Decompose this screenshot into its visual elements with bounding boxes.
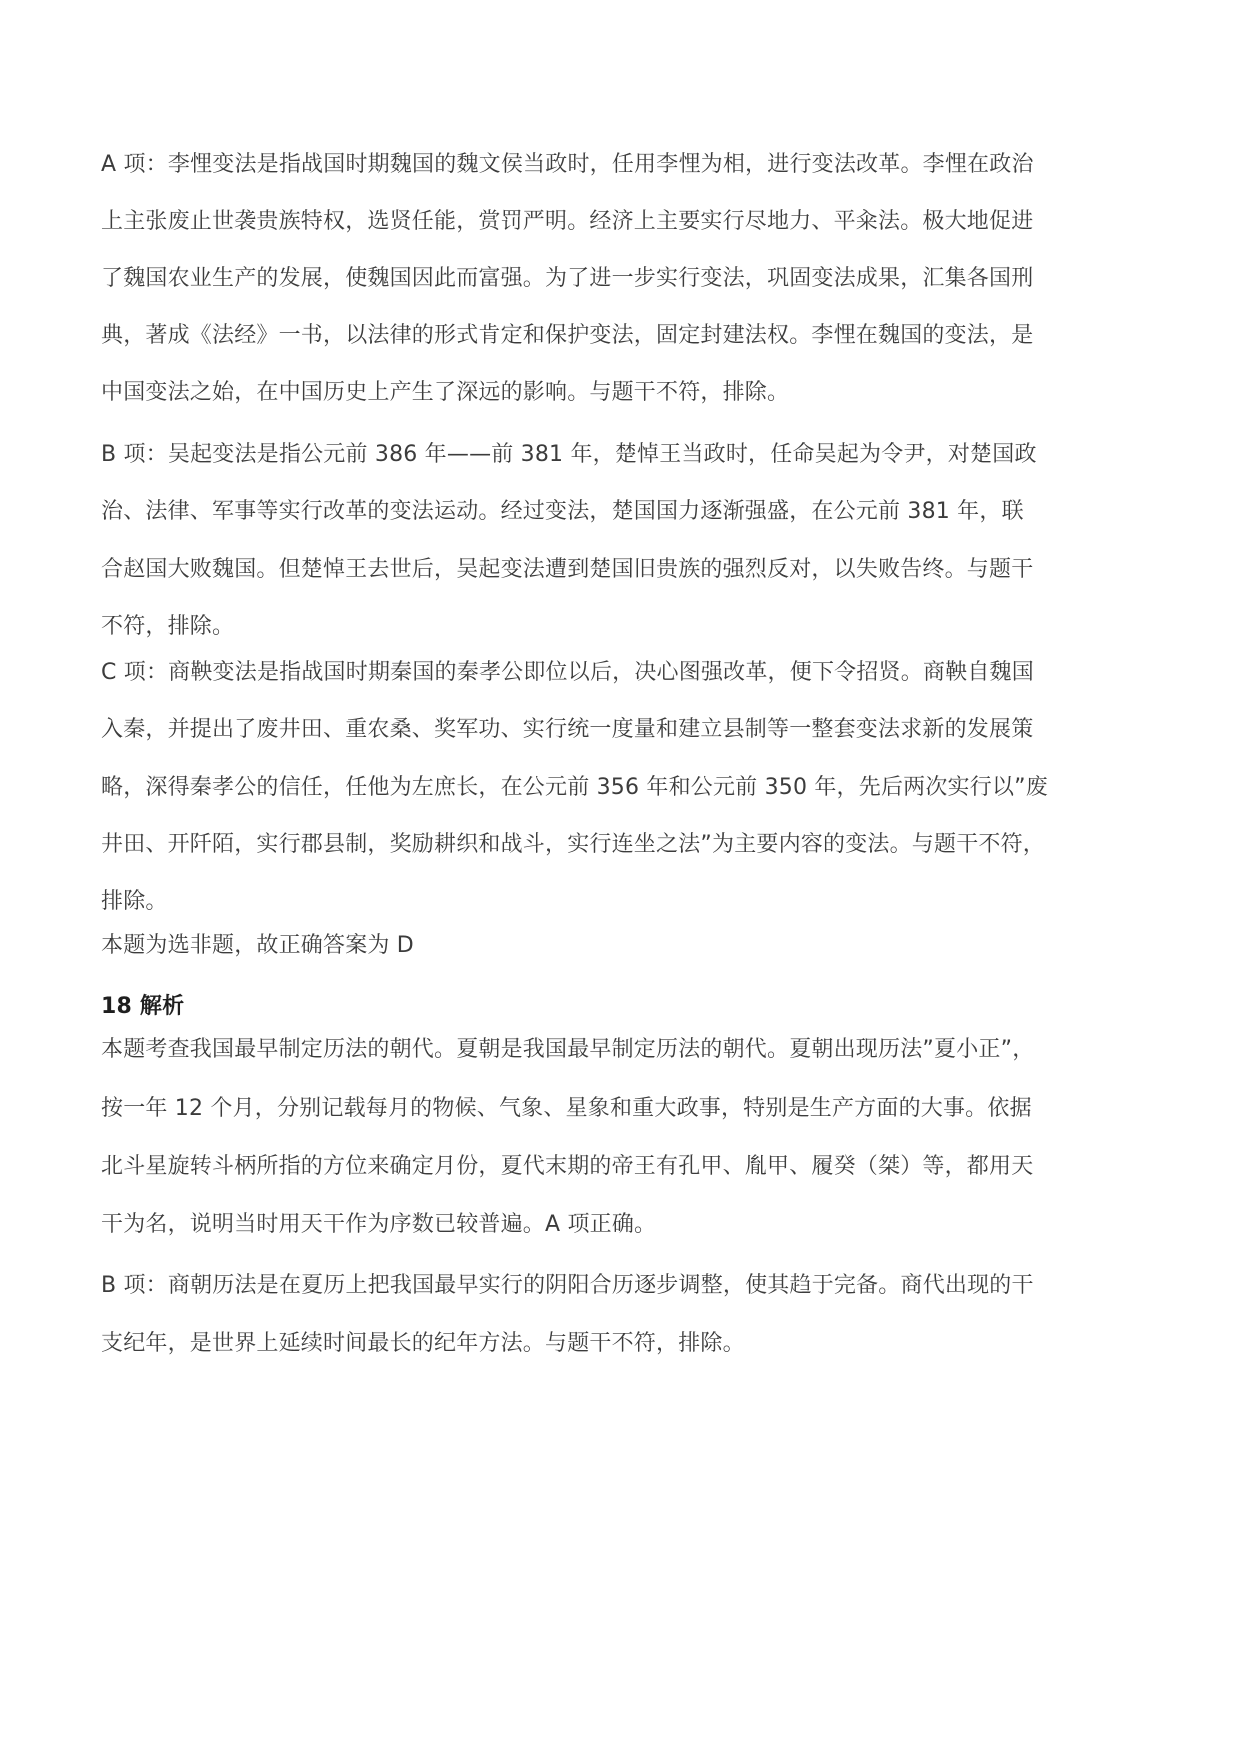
paragraph-a-line-3: 了魏国农业生产的发展，使魏国因此而富强。为了进一步实行变法，巩固变法成果，汇集各国刑 — [101, 266, 1034, 291]
section-18-line-4: 干为名，说明当时用天干作为序数已较普遍。A 项正确。 — [101, 1212, 657, 1237]
paragraph-a-line-5: 中国变法之始，在中国历史上产生了深远的影响。与题干不符，排除。 — [101, 380, 790, 405]
paragraph-b-line-2: 治、法律、军事等实行改革的变法运动。经过变法，楚国国力逐渐强盛，在公元前 381 年，联 — [101, 499, 1024, 524]
paragraph-a-line-2: 上主张废止世袭贵族特权，选贤任能，赏罚严明。经济上主要实行尽地力、平籴法。极大地促进 — [101, 209, 1034, 234]
paragraph-c-line-4: 井田、开阡陌，实行郡县制，奖励耕织和战斗，实行连坐之法”为主要内容的变法。与题干不符， — [101, 832, 1046, 857]
paragraph-c-line-5: 排除。 — [101, 889, 168, 914]
section-heading: 18 解析 — [101, 994, 185, 1019]
paragraph-c-line-2: 入秦，并提出了废井田、重农桑、奖军功、实行统一度量和建立县制等一整套变法求新的发展策 — [101, 717, 1034, 742]
section-18-line-3: 北斗星旋转斗柄所指的方位来确定月份，夏代末期的帝王有孔甲、胤甲、履癸（桀）等，都用天 — [101, 1154, 1034, 1179]
paragraph-c-line-1: C 项：商鞅变法是指战国时期秦国的秦孝公即位以后，决心图强改革，便下令招贤。商鞅自魏国 — [101, 660, 1034, 685]
section-18-line-2: 按一年 12 个月，分别记载每月的物候、气象、星象和重大政事，特别是生产方面的大事。依据 — [101, 1096, 1032, 1121]
paragraph-a-line-1: A 项：李悝变法是指战国时期魏国的魏文侯当政时，任用李悝为相，进行变法改革。李悝在政治 — [101, 152, 1034, 177]
paragraph-a-line-4: 典，著成《法经》一书，以法律的形式肯定和保护变法，固定封建法权。李悝在魏国的变法，是 — [101, 323, 1034, 348]
paragraph-b-line-3: 合赵国大败魏国。但楚悼王去世后，吴起变法遭到楚国旧贵族的强烈反对，以失败告终。与题干 — [101, 557, 1034, 582]
paragraph-c-line-3: 略，深得秦孝公的信任，任他为左庶长，在公元前 356 年和公元前 350 年，先后两次实行以”废 — [101, 775, 1048, 800]
answer-line: 本题为选非题，故正确答案为 D — [101, 933, 414, 958]
section-18-b-line-2: 支纪年，是世界上延续时间最长的纪年方法。与题干不符，排除。 — [101, 1331, 745, 1356]
paragraph-b-line-4: 不符，排除。 — [101, 614, 235, 639]
section-18-b-line-1: B 项：商朝历法是在夏历上把我国最早实行的阴阳合历逐步调整，使其趋于完备。商代出现的干 — [101, 1273, 1034, 1298]
section-18-line-1: 本题考查我国最早制定历法的朝代。夏朝是我国最早制定历法的朝代。夏朝出现历法”夏小正”， — [101, 1037, 1035, 1062]
paragraph-b-line-1: B 项：吴起变法是指公元前 386 年——前 381 年，楚悼王当政时，任命吴起为令尹，对楚国政 — [101, 442, 1037, 467]
